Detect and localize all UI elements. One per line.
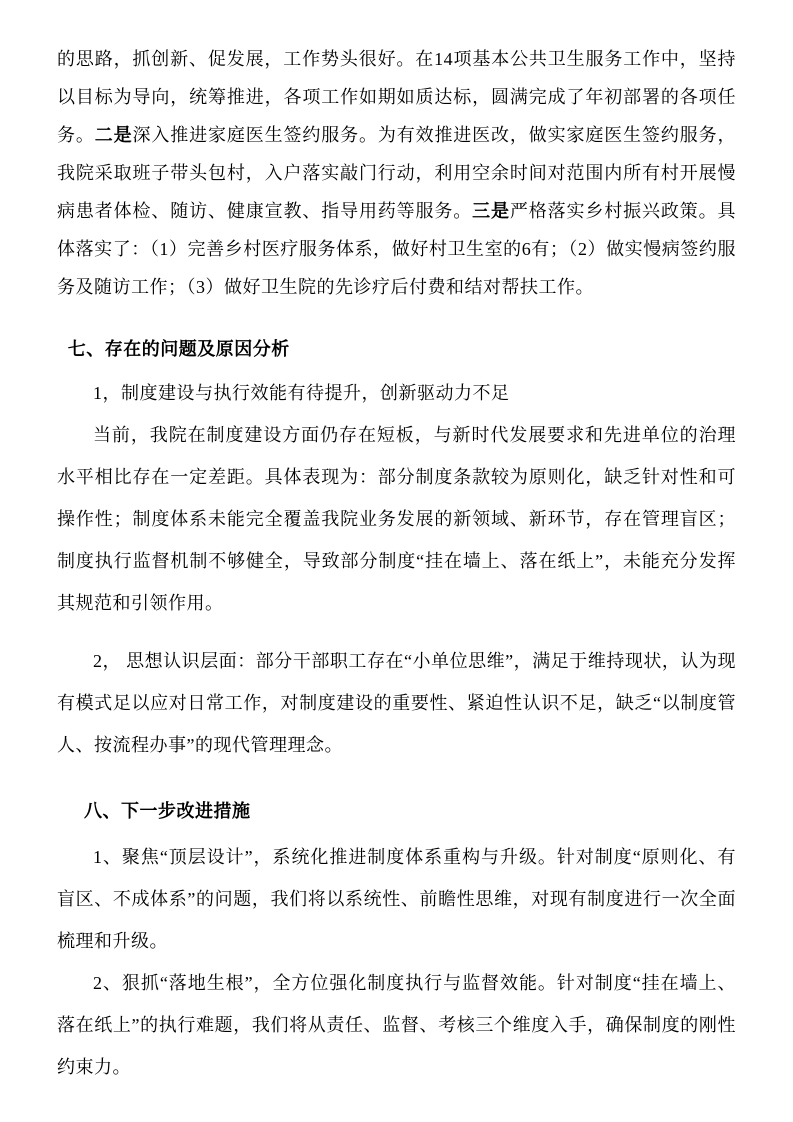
section-heading-problems: 七、存在的问题及原因分析 [67, 339, 290, 359]
paragraph-measure-2: 2、狠抓“落地生根”，全方位强化制度执行与监督效能。针对制度“挂在墙上、落在纸上”的执行难题，我们将从责任、监督、考核三个维度入手，确保制度的刚性约束力。 [57, 973, 736, 1077]
text-run-bold: 三是 [472, 201, 510, 221]
paragraph-problem-detail-1: 当前，我院在制度建设方面仍存在短板，与新时代发展要求和先进单位的治理水平相比存在一定差距。具体表现为：部分制度条款较为原则化，缺乏针对性和可操作性；制度体系未能完全覆盖我院业务发展的新领域、新环节，存在管理盲区；制度执行监督机制不够健全，导致部分制度“挂在墙上、落在纸上”，未能充分发挥其规范和引领作用。 [57, 425, 736, 613]
text-run: 严格落实乡村振兴政策。具体落实了：（1）完善乡村医疗服务体系，做好村卫生室的6有；（2）做实慢病签约服务及随访工作；（3）做好卫生院的先诊疗后付费和结对帮扶工作。 [57, 201, 737, 297]
text-run: 的思路，抓创新、促发展，工作势头很好。在14项基本公共卫生服务工作中，坚持以目标为导向，统筹推进，各项工作如期如质达标，圆满完成了年初部署的各项任务。 [57, 49, 736, 145]
section-heading-improvements: 八、下一步改进措施 [84, 801, 251, 821]
paragraph-measure-1: 1、聚焦“顶层设计”，系统化推进制度体系重构与升级。针对制度“原则化、有盲区、不成体系”的问题，我们将以系统性、前瞻性思维，对现有制度进行一次全面梳理和升级。 [57, 847, 736, 951]
text-run: 深入推进家庭医生签约服务。为有效推进医改，做实家庭医生签约服务，我院采取班子带头包村，入户落实敲门行动，利用空余时间对范围内所有村开展慢病患者体检、随访、健康宣教、指导用药等服务。 [57, 125, 737, 221]
paragraph-continuation [57, 40, 736, 306]
text-run-bold: 二是 [94, 125, 133, 145]
paragraph-problem-item-2: 2， 思想认识层面：部分干部职工存在“小单位思维”，满足于维持现状，认为现有模式足以应对日常工作，对制度建设的重要性、紧迫性认识不足，缺乏“以制度管人、按流程办事”的现代管理理念。 [57, 651, 736, 755]
paragraph-problem-item-1: 1，制度建设与执行效能有待提升，创新驱动力不足 [93, 383, 510, 403]
